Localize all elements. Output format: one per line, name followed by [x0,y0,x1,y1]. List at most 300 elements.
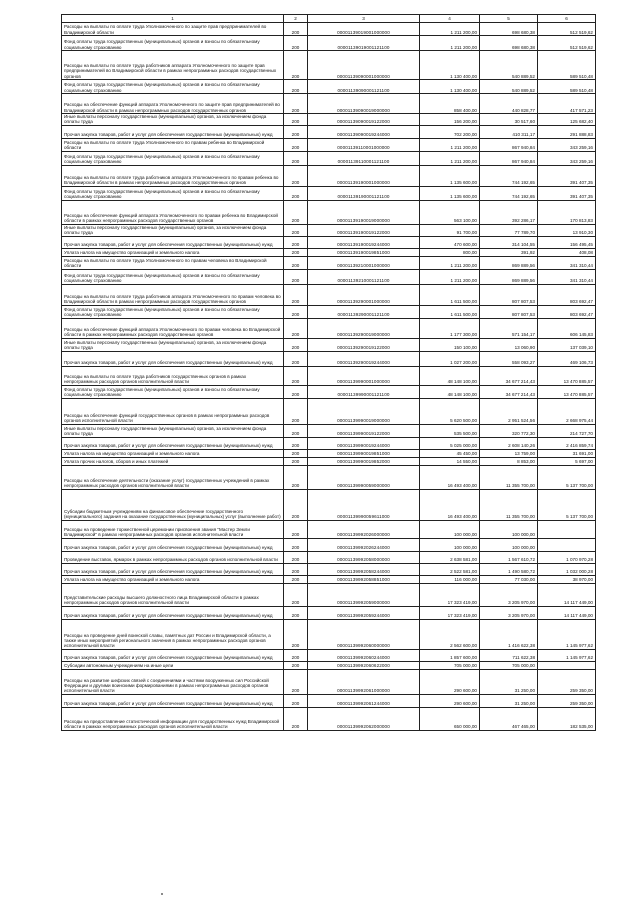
header-col-1: 1 [62,15,284,23]
row-executed-amount: 34 677 214,43 [480,366,538,385]
row-classification-code: 00001139992062000000 [308,707,420,730]
row-approved-amount: 1 211 200,00 [420,36,480,51]
row-unexecuted-amount: 391 407,35 [538,186,596,200]
row-code: 200 [284,269,308,284]
row-executed-amount: 467 465,00 [480,707,538,730]
row-classification-code: 00001139290019244000 [308,351,420,366]
row-code: 200 [284,80,308,94]
row-name: Расходы на выплаты по оплате труда Уполномоченного по правам человека во Владимирской области [62,256,284,269]
row-executed-amount: 1 416 622,38 [480,619,538,649]
row-executed-amount: 31 250,00 [480,694,538,707]
table-row [62,224,596,236]
row-approved-amount: 1 611 500,00 [420,305,480,318]
table-row [62,551,596,563]
row-name: Проведение выставок, ярмарок в рамках непрограммных расходов органов исполнительной власти [62,551,284,563]
row-code: 200 [284,551,308,563]
row-unexecuted-amount: 417 571,23 [538,94,596,114]
table-row [62,385,596,398]
row-unexecuted-amount: 1 032 000,28 [538,563,596,575]
row-unexecuted-amount: 137 039,10 [538,338,596,351]
row-name: Расходы на предоставление статистической информации для государственных нужд Владимирской области в рамках непрограммных расходов органов исполнительной власти [62,707,284,730]
row-name: Уплата налога на имущество организаций и земельного налога [62,248,284,256]
row-unexecuted-amount: 391 407,35 [538,165,596,186]
row-unexecuted-amount [538,520,596,538]
row-unexecuted-amount: 341 310,44 [538,269,596,284]
table-row [62,305,596,318]
row-code: 200 [284,224,308,236]
row-code: 200 [284,248,308,256]
row-classification-code: 00001139990001121100 [308,385,420,398]
row-executed-amount: 744 192,65 [480,186,538,200]
row-approved-amount: 100 000,00 [420,538,480,551]
table-row [62,318,596,338]
row-executed-amount: 1 567 610,72 [480,551,538,563]
table-row [62,256,596,269]
row-code: 200 [284,305,308,318]
row-executed-amount: 705 000,00 [480,661,538,669]
row-executed-amount: 807 807,53 [480,284,538,305]
row-code: 200 [284,366,308,385]
scan-speck [161,893,163,895]
row-unexecuted-amount: 214 727,70 [538,424,596,437]
row-name: Уплата налога на имущество организаций и земельного налога [62,575,284,583]
row-classification-code: 00001139990019244000 [308,437,420,449]
row-executed-amount: 77 030,00 [480,575,538,583]
table-row [62,200,596,224]
table-row [62,575,596,583]
row-name: Фонд оплаты труда государственных (муниципальных) органов и взносы по обязательному социальному страхованию [62,186,284,200]
row-name: Расходы на выплаты по оплате труда Уполномоченного по правам ребенка во Владимирской области [62,138,284,151]
table-row [62,80,596,94]
row-classification-code: 00001139290001121100 [308,305,420,318]
table-row [62,23,596,36]
row-executed-amount: 13 759,00 [480,449,538,457]
row-classification-code: 00001139090019000000 [308,94,420,114]
row-code: 200 [284,457,308,465]
row-approved-amount: 650 000,00 [420,707,480,730]
row-name: Расходы на обеспечение функций аппарата Уполномоченного по защите прав предпринимателей во Владимирской области в рамках непрограммных расходов государственных органов [62,94,284,114]
row-classification-code: 00001139019001121100 [308,36,420,51]
table-row [62,186,596,200]
row-unexecuted-amount: 606 145,83 [538,318,596,338]
row-approved-amount: 705 000,00 [420,661,480,669]
table-row [62,619,596,649]
row-classification-code: 00001139190001121100 [308,186,420,200]
row-classification-code: 00001139992058000000 [308,551,420,563]
row-executed-amount: 77 789,70 [480,224,538,236]
row-executed-amount: 410 311,17 [480,125,538,138]
header-col-2: 2 [284,15,308,23]
row-approved-amount: 2 562 600,00 [420,619,480,649]
table-row [62,520,596,538]
table-row [62,114,596,126]
row-name: Фонд оплаты труда государственных (муниципальных) органов и взносы по обязательному социальному страхованию [62,151,284,165]
row-executed-amount: 314 104,55 [480,236,538,248]
row-name: Иные выплаты персоналу государственных (муниципальных) органов, за исключением фонда оплаты труда [62,424,284,437]
row-classification-code: 00001139992059000000 [308,583,420,606]
row-unexecuted-amount: 1 070 970,28 [538,551,596,563]
row-classification-code: 00001139290019122000 [308,338,420,351]
row-approved-amount: 535 500,00 [420,424,480,437]
row-code: 200 [284,520,308,538]
table-row [62,138,596,151]
row-code: 200 [284,186,308,200]
row-approved-amount: 48 148 100,00 [420,366,480,385]
row-classification-code: 00001139290001000000 [308,284,420,305]
row-classification-code: 00001139990019000000 [308,398,420,424]
table-row [62,248,596,256]
row-name: Субсидии бюджетным учреждениям на финансовое обеспечение государственного (муниципального) задания на оказание государственных (муниципальных) услуг (выполнение работ) [62,489,284,520]
row-classification-code: 00001139210001000000 [308,256,420,269]
row-executed-amount: 440 828,77 [480,94,538,114]
row-code: 200 [284,318,308,338]
row-name: Расходы на выплаты по оплате труда Уполномоченного по защите прав предпринимателей во Владимирской области [62,23,284,36]
row-name: Фонд оплаты труда государственных (муниципальных) органов и взносы по обязательному социальному страхованию [62,269,284,284]
row-name: Прочая закупка товаров, работ и услуг для обеспечения государственных (муниципальных) нужд [62,437,284,449]
row-unexecuted-amount: 291 888,83 [538,125,596,138]
row-unexecuted-amount: 5 697,00 [538,457,596,465]
row-executed-amount: 869 889,56 [480,269,538,284]
row-executed-amount: 540 889,52 [480,80,538,94]
table-row [62,563,596,575]
row-name: Расходы на развитие шефских связей с соединениями и частями вооруженных сил Российской Федерации и другими воинскими формированиями в рамках непрограммных расходов органов исполнительной власти [62,669,284,694]
row-classification-code: 00001139990059000000 [308,465,420,489]
row-classification-code: 00001139992060622000 [308,661,420,669]
row-unexecuted-amount: 13 470 885,57 [538,385,596,398]
table-row [62,457,596,465]
row-executed-amount: 2 951 524,56 [480,398,538,424]
row-code: 200 [284,165,308,186]
table-row [62,36,596,51]
row-unexecuted-amount [538,661,596,669]
table-row [62,538,596,551]
row-name: Фонд оплаты труда государственных (муниципальных) органов и взносы по обязательному социальному страхованию [62,385,284,398]
row-classification-code: 00001139090019122000 [308,114,420,126]
row-code: 200 [284,424,308,437]
row-name: Расходы на выплаты по оплате труда работников государственных органов в рамках непрограммных расходов органов исполнительной власти [62,366,284,385]
row-executed-amount: 807 807,53 [480,305,538,318]
table-row [62,669,596,694]
row-unexecuted-amount: 589 510,48 [538,80,596,94]
table-row [62,94,596,114]
row-classification-code: 00001139190001000000 [308,165,420,186]
row-approved-amount: 1 211 200,00 [420,23,480,36]
row-name: Прочая закупка товаров, работ и услуг для обеспечения государственных (муниципальных) нужд [62,606,284,619]
row-classification-code: 00001139190019122000 [308,224,420,236]
row-executed-amount: 698 680,38 [480,36,538,51]
row-approved-amount: 290 600,00 [420,669,480,694]
row-classification-code: 00001139110001000000 [308,138,420,151]
row-unexecuted-amount: 512 519,62 [538,23,596,36]
row-classification-code: 00001139019001000000 [308,23,420,36]
row-code: 200 [284,465,308,489]
row-unexecuted-amount: 803 692,47 [538,305,596,318]
row-name: Субсидии автономным учреждениям на иные цели [62,661,284,669]
row-name: Фонд оплаты труда государственных (муниципальных) органов и взносы по обязательному социальному страхованию [62,36,284,51]
table-row [62,351,596,366]
row-unexecuted-amount: 512 519,62 [538,36,596,51]
row-code: 200 [284,489,308,520]
row-approved-amount: 48 148 100,00 [420,385,480,398]
row-classification-code: 00001139990059611000 [308,489,420,520]
row-unexecuted-amount: 182 535,00 [538,707,596,730]
row-classification-code: 00001139992059244000 [308,606,420,619]
table-row [62,269,596,284]
row-unexecuted-amount: 156 495,45 [538,236,596,248]
row-name: Прочая закупка товаров, работ и услуг для обеспечения государственных (муниципальных) нужд [62,694,284,707]
budget-report-sheet [61,14,595,731]
row-name: Расходы на проведение дней воинской славы, памятных дат России и Владимирской области, а также иных мероприятий регионального значения в рамках непрограммных расходов органов исполнительной власти [62,619,284,649]
row-code: 200 [284,125,308,138]
row-classification-code: 00001139992058851000 [308,575,420,583]
row-executed-amount: 31 250,00 [480,669,538,694]
row-approved-amount: 2 638 581,00 [420,551,480,563]
row-unexecuted-amount: 31 691,00 [538,449,596,457]
row-approved-amount: 470 600,00 [420,236,480,248]
row-unexecuted-amount: 14 117 449,00 [538,583,596,606]
row-approved-amount: 800,00 [420,248,480,256]
table-row [62,661,596,669]
row-classification-code: 00001139090001121100 [308,80,420,94]
row-executed-amount: 869 889,56 [480,256,538,269]
table-row [62,151,596,165]
row-code: 200 [284,707,308,730]
row-unexecuted-amount: 1 145 977,62 [538,619,596,649]
row-approved-amount: 156 200,00 [420,114,480,126]
row-approved-amount: 100 000,00 [420,520,480,538]
row-name: Иные выплаты персоналу государственных (муниципальных) органов, за исключением фонда оплаты труда [62,224,284,236]
row-classification-code: 00001139090001000000 [308,51,420,80]
row-approved-amount: 1 027 200,00 [420,351,480,366]
row-code: 200 [284,619,308,649]
row-name: Прочая закупка товаров, работ и услуг для обеспечения государственных (муниципальных) нужд [62,236,284,248]
row-approved-amount: 1 211 200,00 [420,151,480,165]
row-executed-amount: 30 517,60 [480,114,538,126]
row-approved-amount: 563 100,00 [420,200,480,224]
row-unexecuted-amount: 5 137 700,00 [538,465,596,489]
table-row [62,606,596,619]
row-unexecuted-amount: 469 106,73 [538,351,596,366]
row-name: Расходы на выплаты по оплате труда работников аппарата Уполномоченного по правам человека во Владимирской области в рамках непрограммных расходов государственных органов [62,284,284,305]
row-name: Расходы на обеспечение функций государственных органов в рамках непрограммных расходов органов исполнительной власти [62,398,284,424]
table-row [62,424,596,437]
table-row [62,51,596,80]
row-unexecuted-amount: 5 137 700,00 [538,489,596,520]
row-unexecuted-amount: 803 692,47 [538,284,596,305]
row-classification-code: 00001139990001000000 [308,366,420,385]
row-unexecuted-amount: 38 970,00 [538,575,596,583]
row-classification-code: 00001139992026000000 [308,520,420,538]
row-executed-amount: 744 192,65 [480,165,538,186]
row-approved-amount: 1 211 200,00 [420,138,480,151]
row-code: 200 [284,575,308,583]
row-classification-code: 00001139290019000000 [308,318,420,338]
row-classification-code: 00001139992026244000 [308,538,420,551]
row-approved-amount: 1 611 500,00 [420,284,480,305]
row-code: 200 [284,236,308,248]
row-approved-amount: 1 130 400,00 [420,51,480,80]
row-code: 200 [284,23,308,36]
row-classification-code: 00001139992061000000 [308,669,420,694]
table-row [62,125,596,138]
row-code: 200 [284,649,308,661]
row-executed-amount: 558 093,27 [480,351,538,366]
row-code: 200 [284,694,308,707]
row-executed-amount: 34 677 214,43 [480,385,538,398]
row-code: 200 [284,385,308,398]
row-name: Прочая закупка товаров, работ и услуг для обеспечения государственных (муниципальных) нужд [62,563,284,575]
row-approved-amount: 858 400,00 [420,94,480,114]
row-name: Расходы на обеспечение функций аппарата Уполномоченного по правам ребенка во Владимирской области в рамках непрограммных расходов государственных органов [62,200,284,224]
row-approved-amount: 16 493 400,00 [420,465,480,489]
row-code: 200 [284,284,308,305]
row-unexecuted-amount: 125 682,40 [538,114,596,126]
row-classification-code: 00001139190019000000 [308,200,420,224]
header-col-6: 6 [538,15,596,23]
row-classification-code: 00001139992058244000 [308,563,420,575]
row-approved-amount: 45 450,00 [420,449,480,457]
row-name: Расходы на обеспечение функций аппарата Уполномоченного по правам человека во Владимирской области в рамках непрограммных расходов государственных органов [62,318,284,338]
row-approved-amount: 14 550,00 [420,457,480,465]
row-approved-amount: 5 025 000,00 [420,437,480,449]
row-approved-amount: 1 130 400,00 [420,80,480,94]
row-name: Расходы на проведение торжественной церемонии присвоения звания "Мастер Земли Владимирской" в рамках непрограммных расходов органов исполнительной власти [62,520,284,538]
row-executed-amount: 11 355 700,00 [480,489,538,520]
row-executed-amount: 2 608 140,26 [480,437,538,449]
row-name: Фонд оплаты труда государственных (муниципальных) органов и взносы по обязательному социальному страхованию [62,305,284,318]
row-classification-code: 00001139992060244000 [308,649,420,661]
row-unexecuted-amount: 14 117 449,00 [538,606,596,619]
header-col-5: 5 [480,15,538,23]
row-code: 200 [284,151,308,165]
row-classification-code: 00001139210001121100 [308,269,420,284]
row-name: Фонд оплаты труда государственных (муниципальных) органов и взносы по обязательному социальному страхованию [62,80,284,94]
row-executed-amount: 320 772,30 [480,424,538,437]
row-unexecuted-amount: 170 813,83 [538,200,596,224]
row-executed-amount: 867 940,84 [480,138,538,151]
row-approved-amount: 1 177 300,00 [420,318,480,338]
row-approved-amount: 1 211 200,00 [420,269,480,284]
row-name: Иные выплаты персоналу государственных (муниципальных) органов, за исключением фонда оплаты труда [62,114,284,126]
table-row [62,366,596,385]
table-row [62,707,596,730]
row-classification-code: 00001139090019244000 [308,125,420,138]
header-row [62,15,596,23]
budget-table [61,14,596,731]
table-body [62,23,596,731]
row-approved-amount: 16 493 400,00 [420,489,480,520]
row-approved-amount: 17 323 419,00 [420,606,480,619]
row-code: 200 [284,606,308,619]
row-approved-amount: 116 000,00 [420,575,480,583]
table-row [62,465,596,489]
row-executed-amount: 540 889,52 [480,51,538,80]
row-name: Расходы на выплаты по оплате труда работников аппарата Уполномоченного по защите прав предпринимателей во Владимирской области в рамках непрограммных расходов государственных органов [62,51,284,80]
row-executed-amount: 571 154,17 [480,318,538,338]
header-col-3: 3 [308,15,420,23]
row-classification-code: 00001139190019244000 [308,236,420,248]
row-classification-code: 00001139990019122000 [308,424,420,437]
row-approved-amount: 1 857 600,00 [420,649,480,661]
table-row [62,398,596,424]
table-row [62,694,596,707]
row-executed-amount: 13 060,90 [480,338,538,351]
row-executed-amount: 3 205 970,00 [480,606,538,619]
table-row [62,284,596,305]
row-code: 200 [284,669,308,694]
table-row [62,165,596,186]
row-code: 200 [284,563,308,575]
row-unexecuted-amount: 408,08 [538,248,596,256]
row-executed-amount: 1 490 580,72 [480,563,538,575]
row-code: 200 [284,138,308,151]
row-classification-code: 00001139990019852000 [308,457,420,465]
row-name: Расходы на выплаты по оплате труда работников аппарата Уполномоченного по правам ребенка во Владимирской области в рамках непрограммных расходов государственных органов [62,165,284,186]
row-classification-code: 00001139992061244000 [308,694,420,707]
row-unexecuted-amount: 13 470 885,57 [538,366,596,385]
row-classification-code: 00001139992060000000 [308,619,420,649]
row-unexecuted-amount [538,538,596,551]
row-unexecuted-amount: 341 310,44 [538,256,596,269]
row-unexecuted-amount: 259 350,00 [538,694,596,707]
row-code: 200 [284,256,308,269]
row-code: 200 [284,51,308,80]
row-name: Прочая закупка товаров, работ и услуг для обеспечения государственных (муниципальных) нужд [62,125,284,138]
row-approved-amount: 2 522 581,00 [420,563,480,575]
row-name: Уплата налога на имущество организаций и земельного налога [62,449,284,457]
row-executed-amount: 100 000,00 [480,520,538,538]
row-code: 200 [284,583,308,606]
row-name: Расходы на обеспечение деятельности (оказание услуг) государственных учреждений в рамках непрограммных расходов органов исполнительной власти [62,465,284,489]
row-name: Прочая закупка товаров, работ и услуг для обеспечения государственных (муниципальных) нужд [62,351,284,366]
row-classification-code: 00001139190019851000 [308,248,420,256]
table-row [62,583,596,606]
row-unexecuted-amount: 343 259,16 [538,151,596,165]
row-approved-amount: 1 135 600,00 [420,165,480,186]
table-row [62,649,596,661]
row-code: 200 [284,36,308,51]
header-col-4: 4 [420,15,480,23]
row-executed-amount: 3 205 970,00 [480,583,538,606]
row-code: 200 [284,538,308,551]
row-code: 200 [284,449,308,457]
row-name: Прочая закупка товаров, работ и услуг для обеспечения государственных (муниципальных) нужд [62,649,284,661]
row-code: 200 [284,338,308,351]
row-code: 200 [284,94,308,114]
row-approved-amount: 150 100,00 [420,338,480,351]
row-code: 200 [284,351,308,366]
row-classification-code: 00001139110001121100 [308,151,420,165]
table-row [62,338,596,351]
table-row [62,489,596,520]
row-executed-amount: 867 940,84 [480,151,538,165]
row-approved-amount: 5 620 500,00 [420,398,480,424]
row-unexecuted-amount: 343 259,16 [538,138,596,151]
row-approved-amount: 290 600,00 [420,694,480,707]
row-unexecuted-amount: 259 350,00 [538,669,596,694]
row-approved-amount: 1 211 200,00 [420,256,480,269]
row-executed-amount: 100 000,00 [480,538,538,551]
row-unexecuted-amount: 1 145 977,62 [538,649,596,661]
row-executed-amount: 11 355 700,00 [480,465,538,489]
row-approved-amount: 91 700,00 [420,224,480,236]
row-name: Прочая закупка товаров, работ и услуг для обеспечения государственных (муниципальных) нужд [62,538,284,551]
row-unexecuted-amount: 2 668 975,44 [538,398,596,424]
row-code: 200 [284,437,308,449]
row-executed-amount: 8 853,00 [480,457,538,465]
table-row [62,437,596,449]
row-classification-code: 00001139990019851000 [308,449,420,457]
